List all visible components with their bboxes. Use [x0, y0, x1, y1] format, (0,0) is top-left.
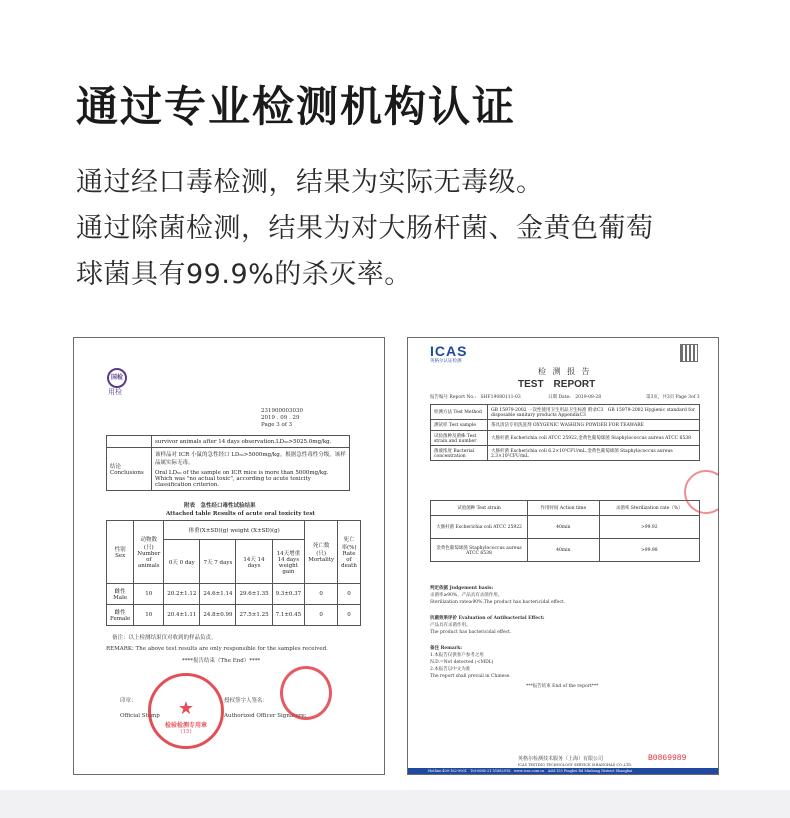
sign-label-en: Authorized Officer Signature: — [224, 713, 307, 719]
survivor-text: survivor animals after 14 days observation.LD₅₀>5025.0mg/kg. — [152, 436, 350, 448]
official-stamp-icon — [148, 673, 224, 749]
evaluation-en: The product has bactericidal effect. — [430, 630, 512, 635]
note-cn: 备注：以上检测结果仅对收到的样品负责。 — [112, 635, 217, 641]
sterilization-test-report — [407, 337, 719, 775]
remark-line: N.D.=Not detected (<MDL) — [430, 660, 494, 665]
stamp-text: 检验检测专用章 — [164, 722, 207, 729]
bottom-bar — [0, 790, 790, 818]
page-title: 通过专业检测机构认证 — [76, 82, 517, 131]
table-row: 雌性 Male 10 20.2±1.12 24.6±1.14 29.6±1.35 9.3±0.37 0 0 — [107, 584, 361, 605]
table-row: 菌液浓度 Bacterial concentration 大肠杆菌 Escherichia coli 6.2×10⁵CFU/mL,金黄色葡萄球菌 Staphylococcus aureus 2.3×10⁵CFU/mL — [431, 446, 700, 461]
report-title-en: TEST REPORT — [518, 379, 596, 390]
report-number: 231900003030 — [261, 408, 303, 414]
remark-line: The report shall prevail in Chinese. — [430, 674, 511, 679]
report-number: 报告编号 Report No.: SHF19080111-03 — [430, 395, 521, 400]
footer-hotline: Hotline:400-162-9001 Tel:0086-21-51882918 www.icas.com.cn Add:155 Pingbei Rd Minhang District Shanghai — [408, 768, 719, 774]
subheader-14days: 14天 14 days — [236, 540, 272, 584]
remark-line: 1.本报告仅供客户参考之用 — [430, 653, 484, 658]
results-table — [430, 500, 700, 562]
icas-logo: ICAS — [430, 343, 468, 359]
conclusion-label-en: Conclusions — [110, 470, 144, 476]
remarks-title: 备注 Remark: — [430, 646, 462, 651]
header-strain: 试验菌种 Test strain — [431, 501, 528, 516]
subheader-gain: 14天增重 14 days weight gain — [272, 540, 305, 584]
cma-logo-icon: 国检 — [107, 368, 127, 388]
report-title-cn: 检 测 报 告 — [538, 367, 592, 376]
star-icon: ★ — [177, 698, 195, 719]
conclusion-en: Oral LD₅₀ of the sample on ICR mice is more than 5000mg/kg. Which was "no actual toxic", according to acute toxicity classification criterion. — [155, 470, 329, 488]
table-row: 雌性 Female 10 20.4±1.11 24.8±0.99 27.5±1.25 7.1±0.45 0 0 — [107, 605, 361, 626]
icas-logo-sub: 英格尔认证检测 — [430, 359, 462, 364]
oral-toxicity-certificate — [73, 337, 385, 775]
description-line-2: 通过除菌检测，结果为对大肠杆菌、金黄色葡萄 — [76, 213, 654, 244]
signature-stamp-icon — [280, 666, 332, 720]
toxicity-results-table — [106, 520, 361, 626]
serial-number: B0869989 — [648, 754, 687, 763]
sign-label: 授权签字人签名： — [224, 698, 269, 704]
judgement-en: Sterilization rate≥90%,The product has bactericidal effect. — [430, 600, 566, 605]
header-animals: 动物数(只) Number of animals — [134, 521, 164, 584]
company-name: 英格尔检测技术服务（上海）有限公司 — [518, 756, 604, 762]
header-time: 作用时间 Action time — [528, 501, 600, 516]
end-mark: ***报告结束 End of the report*** — [526, 684, 599, 689]
table-title-cn: 附表 急性经口毒性试验结果 — [184, 503, 256, 509]
evaluation-title: 抗菌效果评价 Evaluation of Antibacterial Effect: — [430, 616, 545, 621]
judgement-title: 判定依据 Judgement basis: — [430, 586, 494, 591]
table-row: 试验菌种及菌株 Test strain and number 大肠杆菌 Escherichia coli ATCC 25922,金黄色葡萄球菌 Staphylococcus aureus ATCC 6538 — [431, 431, 700, 446]
subheader-7days: 7天 7 days — [200, 540, 236, 584]
test-info-table — [430, 404, 700, 461]
description-line-1: 通过经口毒检测，结果为实际无毒级。 — [76, 167, 544, 198]
subheader-0day: 0天 0 day — [164, 540, 200, 584]
table-row: 检测方法 Test Method GB 15979-2002 一次性使用卫生用品卫生标准 附录C3 GB 15979-2002 Hygienic standard for disposable sanitary products AppendixC3 — [431, 405, 700, 420]
logo-sub: 用检 — [108, 388, 122, 396]
end-mark: ****报告结束（The End）**** — [182, 658, 261, 664]
stamp-number: (15) — [180, 729, 192, 735]
remark-line: 2.本报告以中文为准 — [430, 667, 471, 672]
header-weight: 体重(X±SD)(g) weight (X±SD)(g) — [164, 521, 305, 540]
description-line-3: 球菌具有99.9%的杀灭率。 — [76, 259, 412, 290]
remark: REMARK: The above test results are only responsible for the samples received. — [106, 646, 328, 652]
header-mortality: 死亡数(只) Mortality — [305, 521, 338, 584]
evaluation-cn: 产品具有杀菌作用。 — [430, 623, 471, 628]
conclusion-label-cn: 结论 — [110, 464, 122, 470]
report-date: 日期 Date: 2019-08-28 — [548, 395, 602, 400]
seal-label: 印章： — [120, 698, 137, 704]
table-row: 测试样 Test sample 茶具清洁专用洗洗剂 OXYGENIC WASHING POWDER FOR TEAWARE — [431, 420, 700, 431]
table-row: 金黄色葡萄球菌 Staphylococcus aureus ATCC 6538 40min >99.98 — [431, 539, 700, 562]
seal-label-en: Official Stamp — [120, 713, 160, 719]
judgement-cn: 杀菌率≥90%，产品具有杀菌作用。 — [430, 593, 503, 598]
page-number: Page 3 of 3 — [261, 422, 293, 428]
report-date: 2019 . 09 . 29 — [261, 415, 300, 421]
table-title-en: Attached table Results of acute oral toxicity test — [166, 511, 315, 517]
page-number: 第3页，共3页 Page 3of 3 — [646, 395, 700, 400]
conclusion-cn: 该样品对 ICR 小鼠的急性经口 LD₅₀>5000mg/kg。根据急性毒性分级，该样品属实际无毒。 — [155, 452, 346, 466]
header-rate: 死亡率(%) Rate of death — [338, 521, 361, 584]
header-sex: 性别 Sex — [107, 521, 134, 584]
table-row: 大肠杆菌 Escherichia coli ATCC 25922 40min >99.92 — [431, 516, 700, 539]
company-name-en: ICAS TESTING TECHNOLOGY SERVICE (SHANGHAI) CO.,LTD. — [518, 763, 633, 767]
header-rate: 杀菌率 Sterilization rate（%） — [599, 501, 699, 516]
conclusion-table — [106, 435, 350, 491]
qr-code-icon — [680, 344, 698, 362]
